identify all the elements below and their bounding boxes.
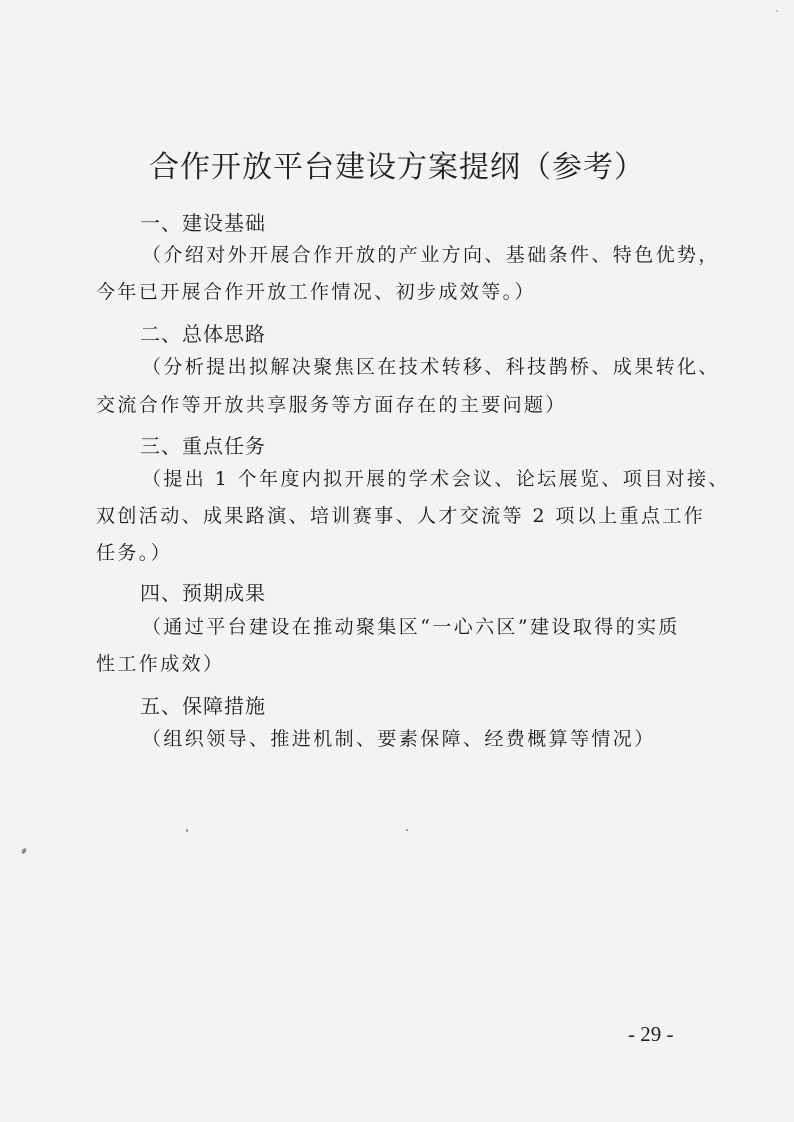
section-2-line-2: 交流合作等开放共享服务等方面存在的主要问题） — [96, 394, 567, 416]
section-1-line-1: （介绍对外开展合作开放的产业方向、基础条件、特色优势， — [142, 244, 720, 266]
section-4-line-2: 性工作成效） — [96, 653, 225, 675]
section-heading-1: 一、建设基础 — [140, 211, 266, 235]
section-5-line-1: （组织领导、推进机制、要素保障、经费概算等情况） — [142, 728, 656, 750]
scan-speck — [186, 829, 188, 832]
section-1-line-2: 今年已开展合作开放工作情况、初步成效等。） — [96, 281, 536, 303]
scan-speck — [21, 847, 27, 854]
section-4-line-1: （通过平台建设在推动聚集区“一心六区”建设取得的实质 — [142, 616, 680, 638]
section-3-line-3: 任务。） — [96, 542, 173, 564]
section-3-line-2: 双创活动、成果路演、培训赛事、人才交流等 2 项以上重点工作 — [96, 505, 706, 527]
page-number: - 29 - — [628, 1022, 674, 1046]
section-heading-2: 二、总体思路 — [140, 322, 266, 346]
scan-speck — [406, 829, 408, 831]
section-2-line-1: （分析提出拟解决聚焦区在技术转移、科技鹊桥、成果转化、 — [142, 356, 720, 378]
document-title: 合作开放平台建设方案提纲（参考） — [149, 150, 645, 185]
section-heading-3: 三、重点任务 — [140, 434, 266, 458]
scan-speck — [776, 10, 778, 12]
section-3-line-1: （提出 1 个年度内拟开展的学术会议、论坛展览、项目对接、 — [142, 468, 730, 490]
section-heading-5: 五、保障措施 — [140, 694, 266, 718]
section-heading-4: 四、预期成果 — [140, 581, 266, 605]
